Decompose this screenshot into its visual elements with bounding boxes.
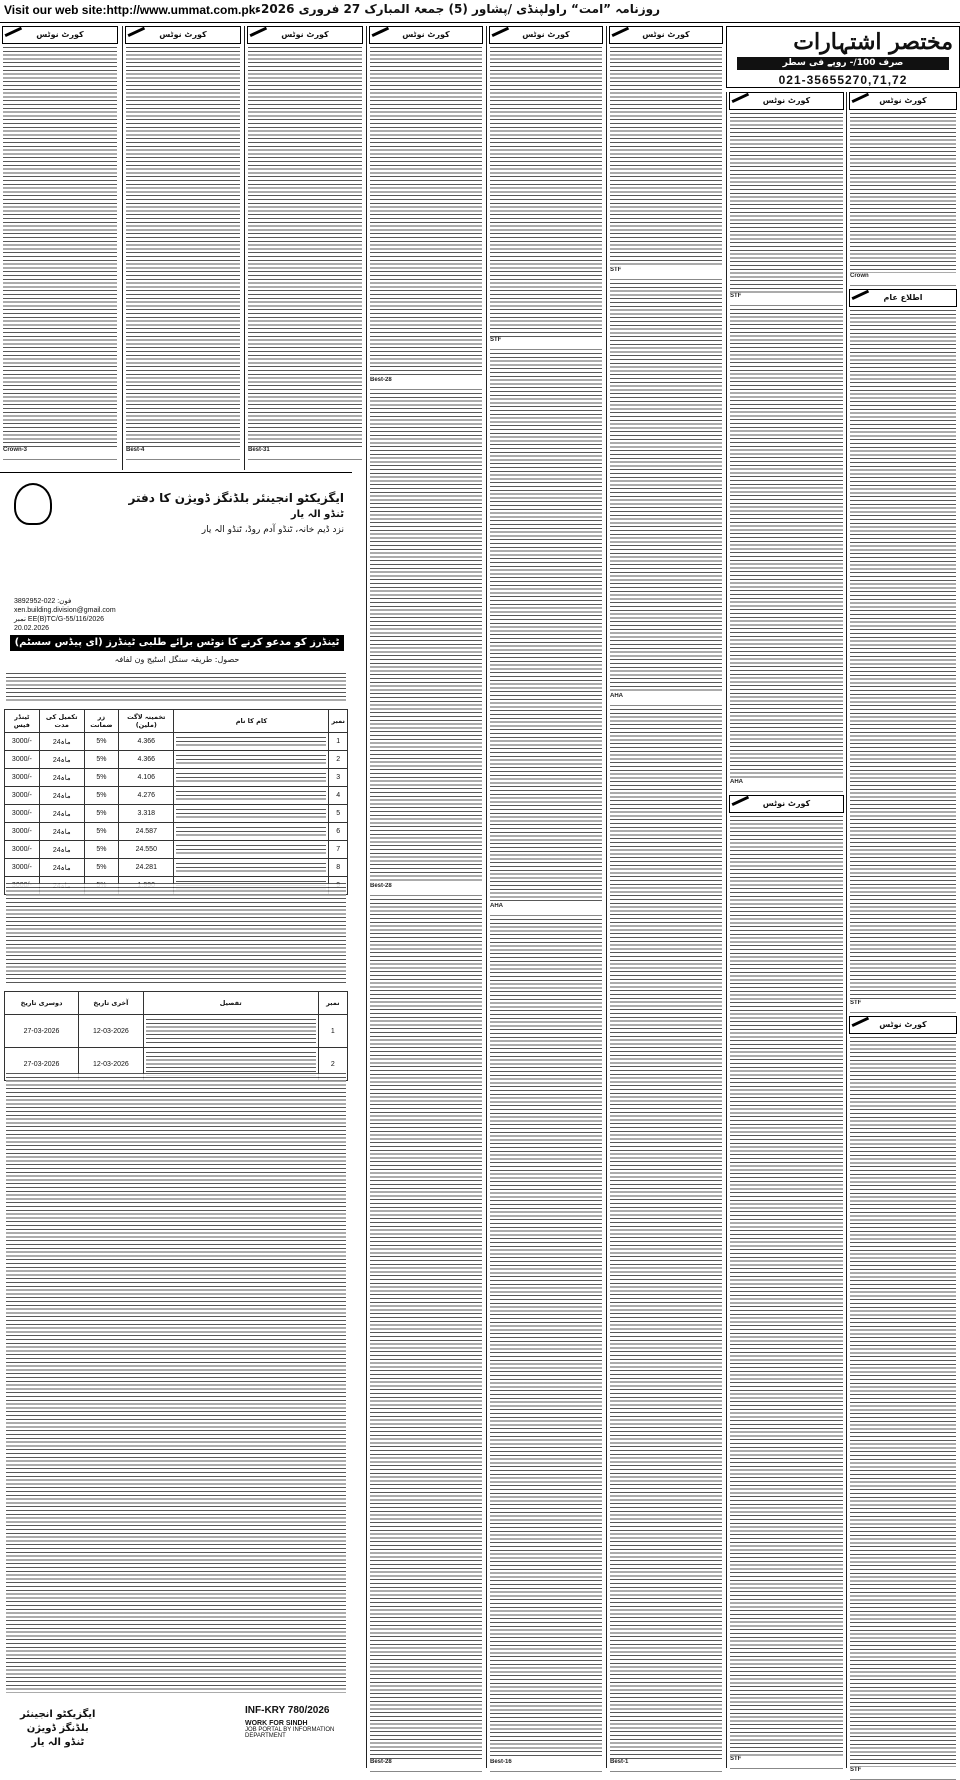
table-row [5, 859, 348, 877]
tender-date: 20.02.2026 [14, 625, 50, 632]
column-5 [366, 26, 485, 1768]
tender-email[interactable]: xen.building.division@gmail.com [14, 607, 116, 614]
table-row [5, 841, 348, 859]
tender-office: ایگزیکٹو انجینئر بلڈنگز ڈویژن کا دفتر [128, 491, 344, 505]
cell-date2: 27-03-2026 [5, 1015, 79, 1048]
cell-desc [143, 1015, 318, 1048]
cell-no: 7 [329, 841, 348, 859]
court-notice-header: کورٹ نوٹس [849, 1016, 957, 1034]
cell-deposit: 5% [84, 769, 118, 787]
column-1 [846, 92, 959, 1773]
gavel-icon [852, 1017, 873, 1035]
classified-title: مختصر اشتہارات [793, 29, 953, 55]
column-6 [244, 26, 365, 470]
table-header-row [5, 710, 348, 733]
table-row [5, 1015, 348, 1048]
cell-work [174, 805, 329, 823]
sindh-government-logo-icon [14, 483, 52, 525]
cell-no: 2 [329, 751, 348, 769]
gavel-icon [852, 290, 873, 308]
cell-cost: 4.106 [119, 769, 174, 787]
col-header: تکمیل کی مدت [39, 710, 84, 733]
cell-time: 24ماہ [39, 823, 84, 841]
cell-cost: 4.366 [119, 733, 174, 751]
cell-fee: 3000/- [5, 805, 40, 823]
court-notice-header: کورٹ نوٹس [247, 26, 363, 44]
cell-no: 1 [329, 733, 348, 751]
cell-fee: 3000/- [5, 841, 40, 859]
notice-block: Best-1 [610, 709, 722, 1772]
cell-work [174, 733, 329, 751]
gavel-icon [492, 27, 513, 45]
tender-notice [0, 472, 352, 1768]
col-header: زر ضمانت [84, 710, 118, 733]
classified-ads-box [726, 26, 960, 88]
notice-block: AHA [490, 353, 602, 916]
classified-rate: صرف 100/- روپے فی سطر [737, 57, 949, 70]
work-for-sindh-logo: WORK FOR SINDH [245, 1720, 308, 1727]
notice-block: Best-28 [370, 47, 482, 390]
cell-deposit: 5% [84, 823, 118, 841]
cell-fee: 3000/- [5, 787, 40, 805]
court-notice-header: کورٹ نوٹس [609, 26, 723, 44]
cell-cost: 24.550 [119, 841, 174, 859]
cell-no: 5 [329, 805, 348, 823]
column-3 [606, 26, 725, 1768]
tender-schedule-table [4, 991, 348, 1081]
gavel-icon [128, 27, 149, 45]
cell-no: 1 [318, 1015, 347, 1048]
cell-fee: 3000/- [5, 751, 40, 769]
court-notice-header: کورٹ نوٹس [849, 92, 957, 110]
court-notice-header: کورٹ نوٹس [2, 26, 118, 44]
cell-time: 24ماہ [39, 859, 84, 877]
cell-date1: 12-03-2026 [79, 1048, 144, 1081]
gavel-icon [852, 93, 873, 111]
tender-ref-no: نمبر EE(B)TC/G-55/116/2026 [14, 616, 105, 623]
cell-work [174, 769, 329, 787]
notice-block: STF [850, 310, 956, 1013]
cell-time: 24ماہ [39, 805, 84, 823]
cell-no: 8 [329, 859, 348, 877]
cell-cost: 24.281 [119, 859, 174, 877]
notice-block: STF [730, 113, 843, 306]
cell-cost: 24.587 [119, 823, 174, 841]
tender-conditions-text [6, 883, 346, 983]
table-row [5, 751, 348, 769]
notice-block: STF [610, 47, 722, 280]
cell-deposit: 5% [84, 787, 118, 805]
notice-block: STF [490, 47, 602, 350]
notice-block: AHA [610, 283, 722, 706]
table-header-row [5, 992, 348, 1015]
cell-fee: 3000/- [5, 733, 40, 751]
cell-time: 24ماہ [39, 751, 84, 769]
cell-deposit: 5% [84, 841, 118, 859]
classified-phone: 021-35655270,71,72 [778, 73, 908, 87]
cell-time: 24ماہ [39, 733, 84, 751]
cell-date2: 27-03-2026 [5, 1048, 79, 1081]
court-notice-header: کورٹ نوٹس [369, 26, 483, 44]
tender-method: حصول: طریقہ سنگل اسٹیج ون لفافہ [114, 655, 240, 664]
notice-block: Best-16 [490, 919, 602, 1772]
cell-time: 24ماہ [39, 787, 84, 805]
job-portal-text: JOB PORTAL BY INFORMATION DEPARTMENT [245, 1727, 335, 1739]
website-url[interactable]: Visit our web site:http://www.ummat.com.pk [4, 3, 256, 17]
court-notice-header: کورٹ نوٹس [729, 795, 844, 813]
notice-block: Best-4 [126, 47, 240, 460]
notice-block: AHA [730, 309, 843, 792]
col-header: ٹینڈر فیس [5, 710, 40, 733]
public-notice-header: اطلاع عام [849, 289, 957, 307]
cell-cost: 3.318 [119, 805, 174, 823]
table-row [5, 769, 348, 787]
cell-no: 2 [318, 1048, 347, 1081]
court-notice-header: کورٹ نوٹس [125, 26, 241, 44]
gavel-icon [5, 27, 26, 45]
notice-block: STF [850, 1037, 956, 1780]
col-header: تخمینہ لاگت (ملین) [119, 710, 174, 733]
column-8 [0, 26, 120, 470]
tender-terms-text [6, 1073, 346, 1693]
cell-deposit: 5% [84, 805, 118, 823]
court-notice-header: کورٹ نوٹس [729, 92, 844, 110]
cell-cost: 4.276 [119, 787, 174, 805]
tender-works-table [4, 709, 348, 895]
cell-deposit: 5% [84, 733, 118, 751]
cell-cost: 4.366 [119, 751, 174, 769]
cell-deposit: 5% [84, 751, 118, 769]
cell-fee: 3000/- [5, 769, 40, 787]
tender-intro-text [6, 673, 346, 703]
inf-code: INF-KRY 780/2026 [245, 1705, 330, 1716]
cell-date1: 12-03-2026 [79, 1015, 144, 1048]
col-header: نمبر [329, 710, 348, 733]
cell-no: 6 [329, 823, 348, 841]
tender-phone: فون: 022-3892952 [14, 598, 72, 605]
cell-work [174, 859, 329, 877]
notice-block: Best-28 [370, 899, 482, 1772]
col-header: آخری تاریخ [79, 992, 144, 1015]
gavel-icon [732, 93, 753, 111]
notice-block: Best-28 [370, 393, 482, 896]
tender-reference [14, 597, 116, 633]
column-4 [486, 26, 605, 1768]
notice-block: STF [730, 816, 843, 1769]
notice-block: Best-31 [248, 47, 362, 460]
gavel-icon [372, 27, 393, 45]
col-header: دوسری تاریخ [5, 992, 79, 1015]
cell-fee: 3000/- [5, 859, 40, 877]
notice-block: Crown [850, 113, 956, 286]
inf-number [245, 1705, 349, 1739]
gavel-icon [732, 796, 753, 814]
table-row [5, 805, 348, 823]
table-row [5, 823, 348, 841]
gavel-icon [612, 27, 633, 45]
cell-work [174, 751, 329, 769]
gavel-icon [250, 27, 271, 45]
cell-time: 24ماہ [39, 841, 84, 859]
col-header: تفصیل [143, 992, 318, 1015]
court-notice-header: کورٹ نوٹس [489, 26, 603, 44]
column-2 [726, 92, 846, 1768]
page-header [0, 0, 960, 23]
col-header: نمبر [318, 992, 347, 1015]
cell-work [174, 823, 329, 841]
table-row [5, 787, 348, 805]
cell-no: 3 [329, 769, 348, 787]
tender-signature: ایگزیکٹو انجینئر بلڈنگز ڈویژن ٹنڈو الہ یار [20, 1709, 96, 1748]
table-row [5, 733, 348, 751]
cell-work [174, 787, 329, 805]
col-header: کام کا نام [174, 710, 329, 733]
tender-city: ٹنڈو الہ یار [290, 509, 344, 520]
cell-deposit: 5% [84, 859, 118, 877]
cell-time: 24ماہ [39, 769, 84, 787]
cell-fee: 3000/- [5, 823, 40, 841]
cell-work [174, 841, 329, 859]
newspaper-title: روزنامہ ”امت“ راولپنڈی /پشاور (5) جمعۃ المبارک 27 فروری 2026ء [254, 2, 660, 16]
tender-address: نزد ڈیم خانہ، ٹنڈو آدم روڈ، ٹنڈو الہ یار [201, 525, 344, 535]
tender-banner: ٹینڈرز کو مدعو کرنے کا نوٹس برائے طلبی ٹینڈرز (ای پیڈس سسٹم) [10, 635, 344, 651]
notice-block: Crown-3 [3, 47, 117, 460]
column-7 [122, 26, 243, 470]
cell-no: 4 [329, 787, 348, 805]
